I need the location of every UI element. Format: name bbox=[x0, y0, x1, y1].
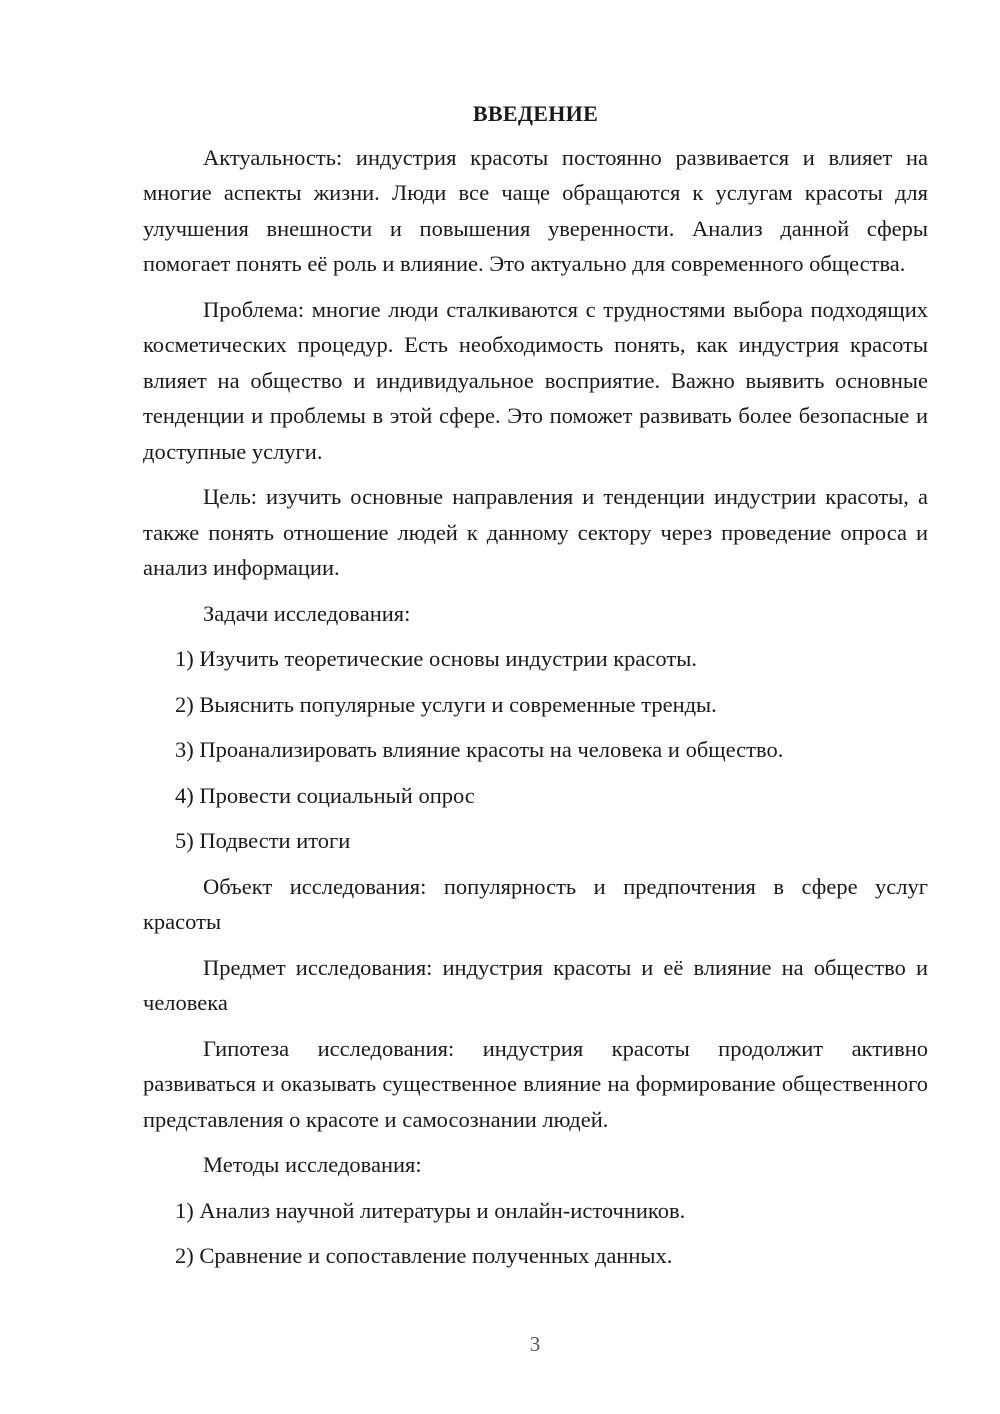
relevance-paragraph: Актуальность: индустрия красоты постоянно развивается и влияет на многие аспекты жизни. Люди все чаще обращаются к услугам красоты для улучшения внешности и повышения уверенности. Анализ данной сферы помогает понять её роль и влияние. Это актуально для современного общества. bbox=[143, 144, 928, 276]
tasks-list bbox=[143, 641, 928, 859]
methods-list bbox=[143, 1193, 928, 1274]
method-item: 2) Сравнение и сопоставление полученных данных. bbox=[175, 1243, 673, 1268]
object-paragraph: Объект исследования: популярность и предпочтения в сфере услуг красоты bbox=[143, 873, 928, 934]
tasks-label: Задачи исследования: bbox=[203, 600, 411, 626]
page-number: 3 bbox=[529, 1332, 541, 1356]
hypothesis-paragraph: Гипотеза исследования: индустрия красоты продолжит активно развиваться и оказывать существенное влияние на формирование общественного представления о красоте и самосознании людей. bbox=[143, 1035, 928, 1132]
method-item: 1) Анализ научной литературы и онлайн-источников. bbox=[175, 1197, 686, 1223]
document-page bbox=[143, 96, 928, 1284]
goal-paragraph: Цель: изучить основные направления и тенденции индустрии красоты, а также понять отношение людей к данному сектору через проведение опроса и анализ информации. bbox=[143, 484, 928, 580]
task-item: 5) Подвести итоги bbox=[175, 828, 351, 853]
task-item: 1) Изучить теоретические основы индустрии красоты. bbox=[175, 646, 697, 671]
task-item: 2) Выяснить популярные услуги и современные тренды. bbox=[175, 691, 717, 717]
subject-paragraph: Предмет исследования: индустрия красоты и её влияние на общество и человека bbox=[143, 954, 928, 1015]
task-item: 4) Провести социальный опрос bbox=[175, 782, 475, 808]
task-item: 3) Проанализировать влияние красоты на человека и общество. bbox=[175, 737, 784, 762]
section-heading: ВВЕДЕНИЕ bbox=[472, 101, 599, 126]
problem-paragraph: Проблема: многие люди сталкиваются с трудностями выбора подходящих косметических процедур. Есть необходимость понять, как индустрия красоты влияет на общество и индивидуальное восприятие. Важно выявить основные тенденции и проблемы в этой сфере. Это поможет развивать более безопасные и доступные услуги. bbox=[143, 296, 928, 464]
methods-label: Методы исследования: bbox=[203, 1152, 422, 1177]
